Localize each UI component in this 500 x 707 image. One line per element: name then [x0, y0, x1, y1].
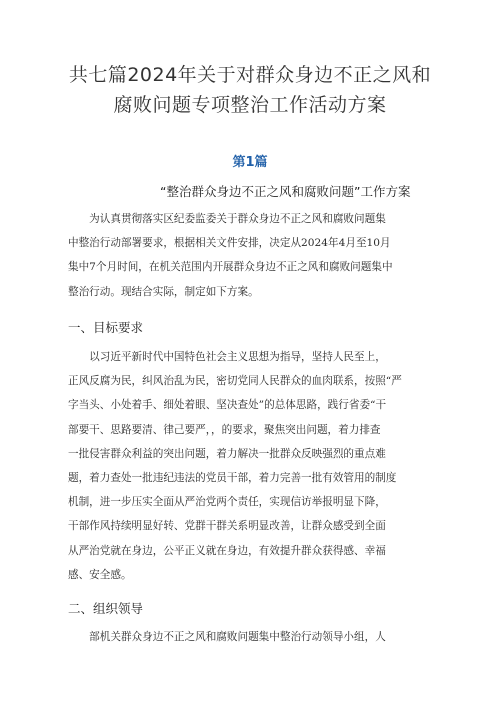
- paragraph-line: 集中7个月时间，在机关范围内开展群众身边不正之风和腐败问题集中: [68, 261, 393, 274]
- document-title: [40, 60, 460, 120]
- paragraph-line: 机制，进一步压实全面从严治党两个责任，实现信访举报明显下降，: [68, 496, 386, 509]
- paragraph-line: 部机关群众身边不正之风和腐败问题集中整治行动领导小组，人: [68, 631, 386, 643]
- paragraph-line: 题，着力查处一批违纪违法的党员干部，着力完善一批有效管用的制度: [68, 472, 397, 485]
- section-label: 第1篇: [232, 155, 268, 170]
- paragraph-line: 部要干、思路要清、律己要严，，的要求，聚焦突出问题，着力排查: [68, 423, 381, 436]
- document-title-line-2: 腐败问题专项整治工作活动方案: [113, 94, 387, 116]
- organization-paragraph: [68, 625, 436, 649]
- paragraph-line: 以习近平新时代中国特色社会主义思想为指导，坚持人民至上，: [68, 351, 386, 363]
- paragraph-line: 字当头、小处着手、细处着眼、坚决查处”的总体思路，践行省委“干: [68, 399, 387, 412]
- heading-organization: 二、组织领导: [68, 601, 144, 616]
- sub-title: “整治群众身边不正之风和腐败问题”工作方案: [160, 184, 411, 199]
- paragraph-line: 正风反腐为民，纠风治乱为民，密切党同人民群众的血肉联系，按照“严: [68, 375, 402, 388]
- paragraph-line: 感、安全感。: [68, 568, 132, 581]
- paragraph-line: 整治行动。现结合实际，制定如下方案。: [68, 285, 259, 298]
- intro-paragraph: [68, 207, 436, 304]
- paragraph-line: 从严治党就在身边，公平正义就在身边，有效提升群众获得感、幸福: [68, 544, 386, 557]
- paragraph-line: 中整治行动部署要求，根据相关文件安排，决定从2024年4月至10月: [68, 237, 391, 250]
- document-title-line-1: 共七篇2024年关于对群众身边不正之风和: [68, 64, 432, 86]
- paragraph-line: 一批侵害群众利益的突出问题，着力解决一批群众反映强烈的重点难: [68, 447, 386, 460]
- goals-paragraph: [68, 345, 436, 587]
- paragraph-line: 干部作风持续明显好转、党群干群关系明显改善，让群众感受到全面: [68, 520, 386, 533]
- heading-goals: 一、目标要求: [68, 320, 144, 335]
- paragraph-line: 为认真贯彻落实区纪委监委关于群众身边不正之风和腐败问题集: [68, 213, 386, 225]
